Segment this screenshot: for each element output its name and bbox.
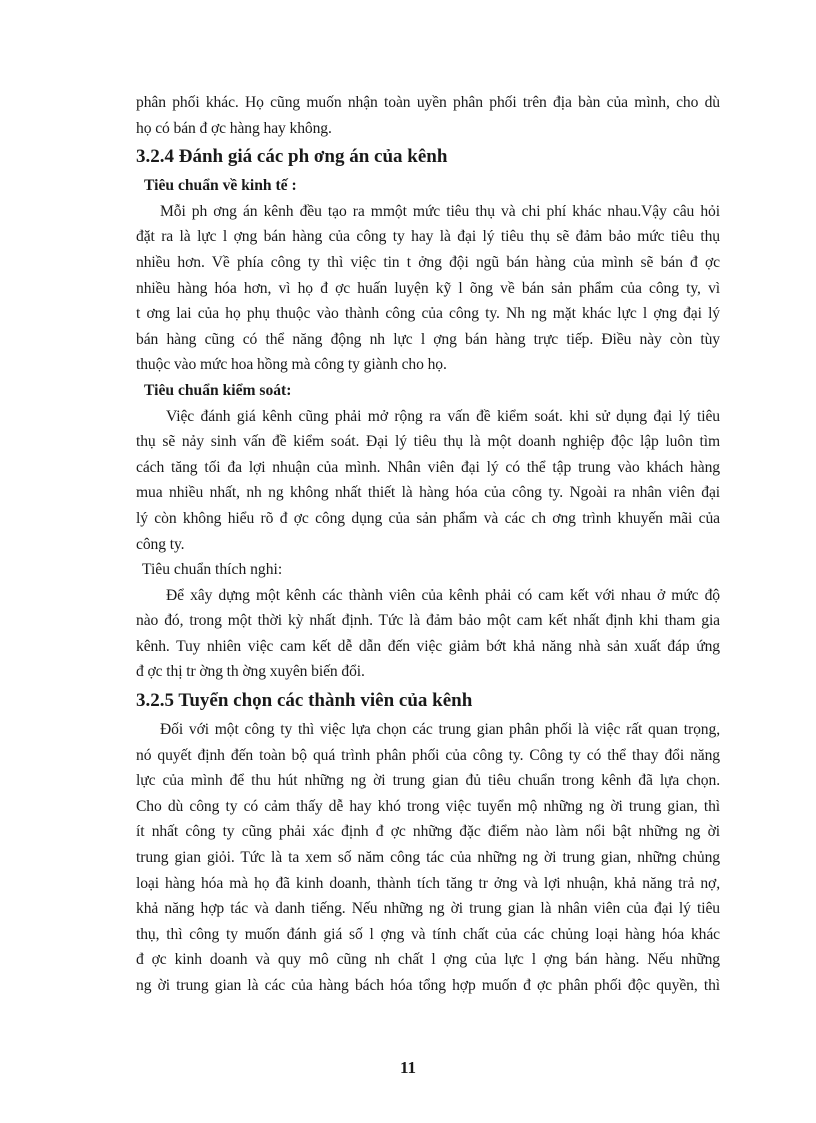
paragraph-line: loại hàng hóa mà họ đã kinh doanh, thành tích tăng tr ởng và lợi nhuận, khả năng trả nợ, — [136, 874, 720, 892]
paragraph-line: thụ, thì công ty muốn đánh giá số l ợng và tính chất của các chủng loại hàng hóa khác — [136, 925, 720, 943]
paragraph-line: Việc đánh giá kênh cũng phải mở rộng ra vấn đề kiểm soát. khi sử dụng đại lý tiêu — [166, 407, 720, 425]
paragraph-line: đặt ra là lực l ợng bán hàng của công ty hay là đại lý tiêu thụ sẽ đảm bảo mức tiêu thụ — [136, 228, 720, 246]
paragraph-line: Đối với một công ty thì việc lựa chọn các trung gian phân phối là việc rất quan trọng, — [160, 721, 720, 739]
paragraph-line: mua nhiều nhất, nh ng không nhất thiết là hàng hóa của công ty. Ngoài ra nhân viên đại — [136, 484, 720, 502]
paragraph-line: Cho dù công ty có cảm thấy dễ hay khó trong việc tuyển mộ những ng ời trung gian, thì — [136, 797, 720, 815]
paragraph-line: lý còn không hiểu rõ đ ợc công dụng của sản phẩm và các ch ơng trình khuyến mãi của — [136, 509, 720, 527]
section-heading-3-2-5: 3.2.5 Tuyển chọn các thành viên của kênh — [136, 690, 473, 712]
economic-criteria-title: Tiêu chuẩn về kinh tế : — [144, 177, 297, 195]
paragraph-line: trung gian giỏi. Tức là ta xem số năm công tác của những ng ời trung gian, những chủng — [136, 849, 720, 867]
paragraph-line: thụ sẽ nảy sinh vấn đề kiểm soát. Đại lý tiêu thụ là một doanh nghiệp độc lập luôn tìm — [136, 433, 720, 451]
section-heading-3-2-4: 3.2.4 Đánh giá các ph ơng án của kênh — [136, 146, 448, 168]
paragraph-line: thuộc vào mức hoa hồng mà công ty giành cho họ. — [136, 356, 447, 374]
paragraph-line: Để xây dựng một kênh các thành viên của kênh phải có cam kết với nhau ở mức độ — [166, 586, 720, 604]
paragraph-line: t ơng lai của họ phụ thuộc vào thành công của công ty. Nh ng mặt khác lực l ợng đại lý — [136, 305, 720, 323]
paragraph-line: Mỗi ph ơng án kênh đều tạo ra mmột mức tiêu thụ và chi phí khác nhau.Vậy câu hỏi — [160, 202, 720, 220]
paragraph-line: nhiều hàng hóa hơn, vì họ đ ợc huấn luyện kỹ l õng về bán sản phẩm của công ty, vì — [136, 279, 720, 297]
adaptive-criteria-title: Tiêu chuẩn thích nghi: — [142, 561, 283, 579]
paragraph-line: công ty. — [136, 535, 185, 553]
paragraph-line: khả năng hợp tác và danh tiếng. Nếu những ng ời trung gian là nhân viên của đại lý tiêu — [136, 900, 720, 918]
paragraph-line: kênh. Tuy nhiên việc cam kết dễ dẫn đến việc giảm bớt khả năng nhà sản xuất đáp ứng — [136, 637, 720, 655]
document-page — [136, 90, 720, 999]
control-criteria-title: Tiêu chuẩn kiểm soát: — [144, 381, 292, 399]
page-number: 11 — [399, 1058, 417, 1077]
paragraph-line: ít nhất công ty cũng phải xác định đ ợc những đặc điểm nào làm nổi bật những ng ời — [136, 823, 720, 841]
paragraph-line: đ ợc kinh doanh và quy mô cũng nh chất l ợng của lực l ợng bán hàng. Nếu những — [136, 951, 720, 969]
paragraph-line: nhiều hơn. Về phía công ty thì việc tin t ởng đội ngũ bán hàng của mình sẽ bán đ ợc — [136, 253, 720, 271]
paragraph-line: phân phối khác. Họ cũng muốn nhận toàn uyền phân phối trên địa bàn của mình, cho dù — [136, 94, 720, 111]
paragraph-line: nào đó, trong một thời kỳ nhất định. Tức là đảm bảo một cam kết nhất định khi tham gia — [136, 612, 720, 630]
paragraph-line: cách tăng tối đa lợi nhuận của mình. Nhân viên đại lý có thể tập trung vào khách hàng — [136, 458, 720, 476]
paragraph-line: ng ời trung gian là các của hàng bách hóa tổng hợp muốn đ ợc phân phối độc quyền, thì — [136, 977, 720, 994]
paragraph-line: lực của mình để thu hút những ng ời trung gian đủ tiêu chuẩn trong kênh đã lựa chọn. — [136, 772, 720, 790]
paragraph-line: họ có bán đ ợc hàng hay không. — [136, 119, 332, 137]
paragraph-line: đ ợc thị tr ờng th ờng xuyên biến đổi. — [136, 663, 365, 681]
paragraph-line: nó quyết định đến toàn bộ quá trình phân phối của công ty. Công ty có thể thay đổi năng — [136, 746, 720, 764]
paragraph-line: bán hàng cũng có thể năng động nh lực l ợng bán hàng trực tiếp. Điều này còn tùy — [136, 330, 720, 348]
